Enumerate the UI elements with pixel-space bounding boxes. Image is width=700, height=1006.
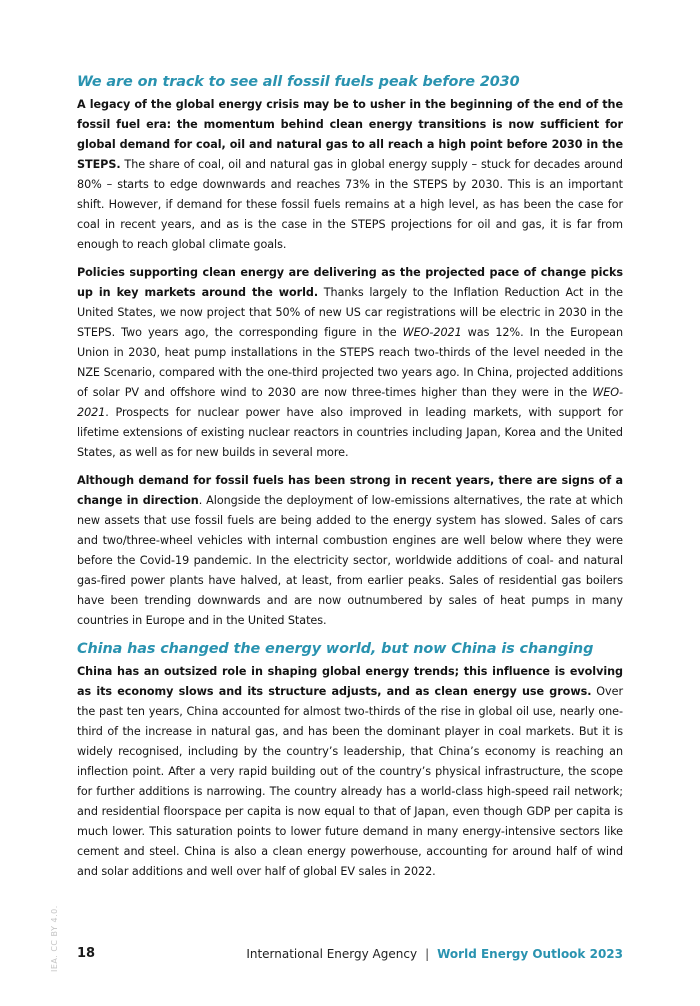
publication-title: World Energy Outlook 2023 <box>437 947 623 961</box>
publication-reference: WEO-2021 <box>402 326 462 339</box>
license-notice: IEA. CC BY 4.0. <box>50 905 59 972</box>
footer-publication-info <box>246 947 623 961</box>
paragraph-body: Thanks largely to the Inflation Reduction Act in the United States, we now project that 50% of new US car registrations will be electric in 2030 in the STEPS. Two years ago, the corresponding figure in the <box>77 286 623 339</box>
paragraph-body: The share of coal, oil and natural gas in global energy supply – stuck for decades around 80% – starts to edge downwards and reaches 73% in the STEPS by 2030. This is an important shift. However, if demand for these fossil fuels remains at a high level, as has been the case for coal in recent years, and as is the case in the STEPS projections for oil and gas, it is far from enough to reach global climate goals. <box>77 158 623 251</box>
paragraph-body: Over the past ten years, China accounted for almost two-thirds of the rise in global oil use, nearly one-third of the increase in natural gas, and has been the dominant player in coal markets. But it is widely recognised, including by the country’s leadership, that China’s economy is reaching an inflection point. After a very rapid building out of the country’s physical infrastructure, the scope for further additions is narrowing. The country already has a world-class high-speed rail network; and residential floorspace per capita is now equal to that of Japan, even though GDP per capita is much lower. This saturation points to lower future demand in many energy-intensive sectors like cement and steel. China is also a clean energy powerhouse, accounting for around half of wind and solar additions and well over half of global EV sales in 2022. <box>77 685 624 878</box>
section-heading-fossil-fuels-peak: We are on track to see all fossil fuels peak before 2030 <box>77 74 520 90</box>
paragraph-lead: Policies supporting clean energy are delivering as the projected pace of change picks up in key markets around the world. <box>77 266 623 299</box>
publication-reference: WEO-2021 <box>77 386 623 419</box>
page-number: 18 <box>77 946 96 961</box>
paragraph-change-in-direction <box>77 471 623 631</box>
footer-separator: | <box>425 947 430 961</box>
paragraph-body: . Prospects for nuclear power have also improved in leading markets, with support for lifetime extensions of existing nuclear reactors in countries including Japan, Korea and the United States, as well as for new builds in several more. <box>77 406 623 459</box>
section-heading-china-changing: China has changed the energy world, but now China is changing <box>77 641 594 657</box>
paragraph-lead: China has an outsized role in shaping global energy trends; this influence is evolving as its economy slows and its structure adjusts, and as clean energy use grows. <box>77 665 623 698</box>
paragraph-lead: A legacy of the global energy crisis may be to usher in the beginning of the end of the fossil fuel era: the momentum behind clean energy transitions is now sufficient for global demand for coal, oil and natural gas to all reach a high point before 2030 in the STEPS. <box>77 98 623 171</box>
page-content <box>77 72 623 890</box>
paragraph-fossil-fuel-era <box>77 95 623 255</box>
paragraph-china-role <box>77 662 623 882</box>
page-footer <box>77 946 623 966</box>
paragraph-lead: Although demand for fossil fuels has been strong in recent years, there are signs of a change in direction <box>77 474 623 507</box>
paragraph-body: was 12%. In the European Union in 2030, heat pump installations in the STEPS reach two-thirds of the level needed in the NZE Scenario, compared with the one-third projected two years ago. In China, projected additions of solar PV and offshore wind to 2030 are now three-times higher than they were in the <box>77 326 623 399</box>
organization-name: International Energy Agency <box>246 947 418 961</box>
paragraph-clean-energy-policies <box>77 263 623 463</box>
paragraph-body: . Alongside the deployment of low-emissions alternatives, the rate at which new assets that use fossil fuels are being added to the energy system has slowed. Sales of cars and two/three-wheel vehicles with internal combustion engines are well below where they were before the Covid-19 pandemic. In the electricity sector, worldwide additions of coal- and natural gas-fired power plants have halved, at least, from earlier peaks. Sales of residential gas boilers have been trending downwards and are now outnumbered by sales of heat pumps in many countries in Europe and in the United States. <box>77 494 623 627</box>
